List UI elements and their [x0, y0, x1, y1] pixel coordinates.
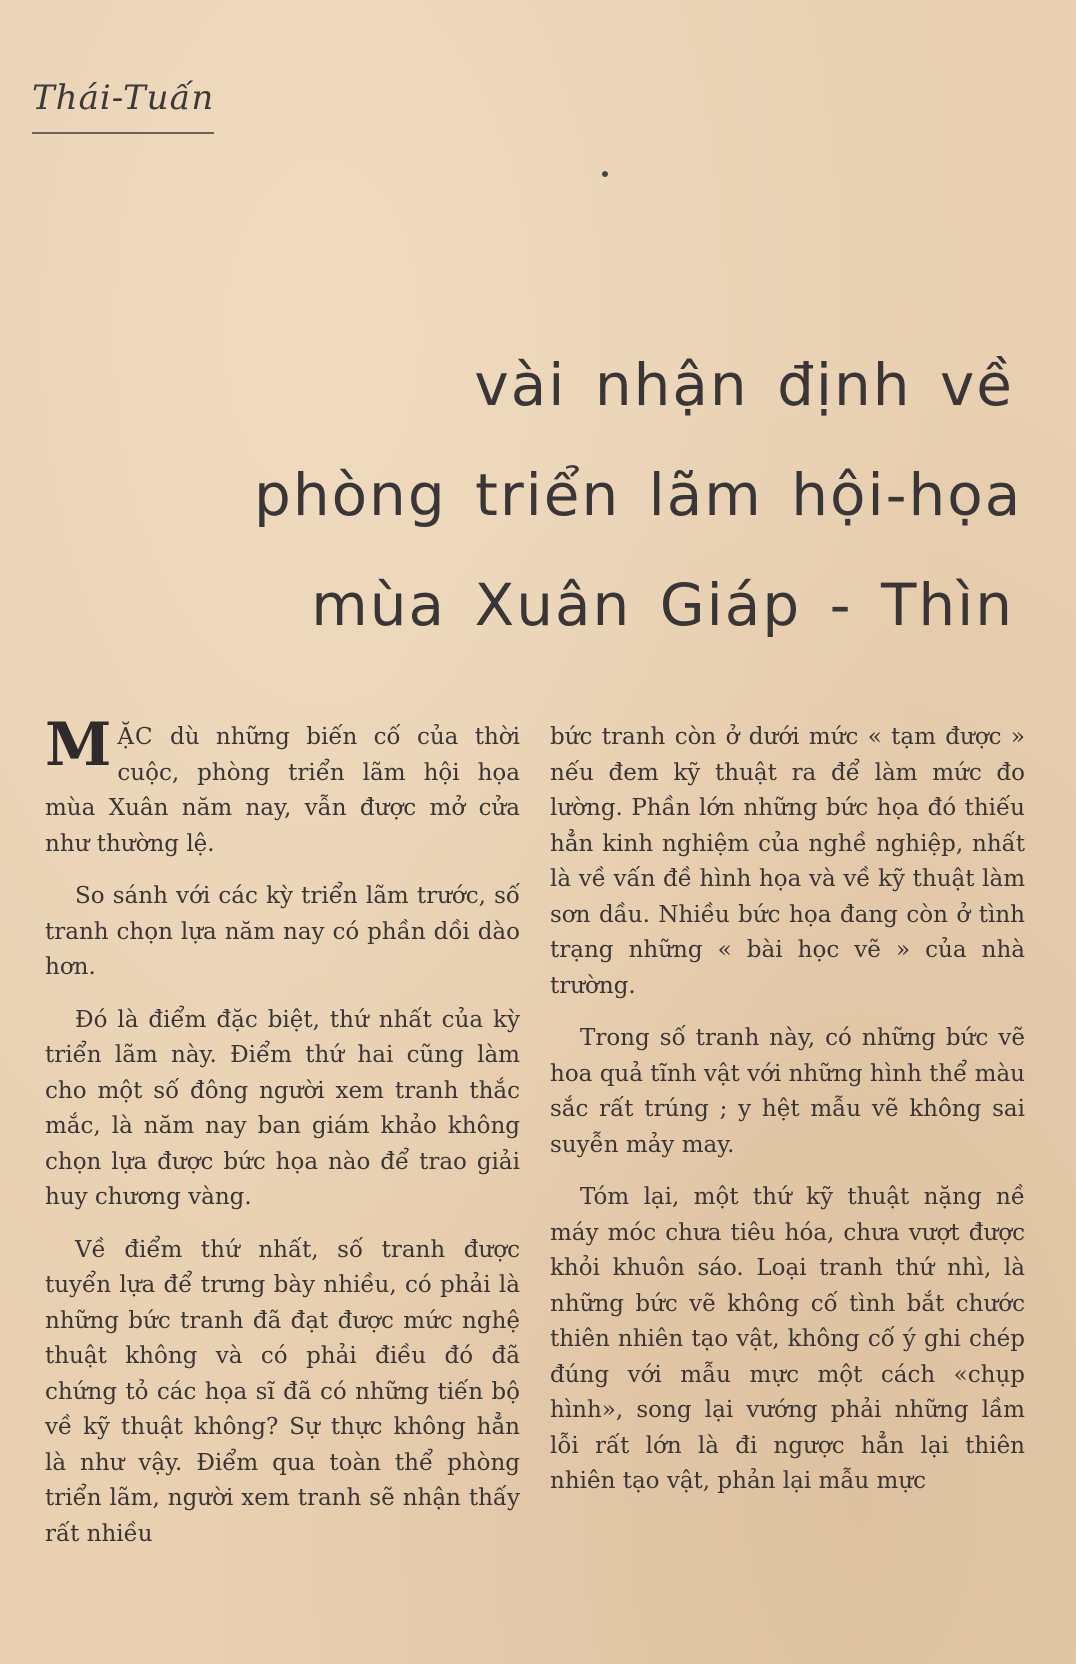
- article-column-left: [45, 710, 520, 1569]
- title-line-1: vài nhận định về: [474, 351, 1014, 419]
- article-title: [254, 330, 1023, 660]
- article-column-right: [550, 720, 1025, 1517]
- author-underline: [32, 132, 214, 134]
- lead-in: ẶC: [117, 724, 154, 750]
- title-line-2: phòng triển lãm hội-họa: [254, 461, 1023, 529]
- paragraph: Về điểm thứ nhất, số tranh được tuyển lựa để trưng bày nhiều, có phải là những bức tranh đã đạt được mức nghệ thuật không và có phải điều đó đã chứng tỏ các họa sĩ đã có những tiến bộ về kỹ thuật không? Sự thực không hẳn là như vậy. Điểm qua toàn thể phòng triển lãm, người xem tranh sẽ nhận thấy rất nhiều: [45, 1236, 520, 1547]
- paragraph: So sánh với các kỳ triển lãm trước, số tranh chọn lựa năm nay có phần dồi dào hơn.: [45, 883, 520, 980]
- title-line-3: mùa Xuân Giáp - Thìn: [311, 571, 1014, 639]
- ornament-dot: [602, 171, 608, 177]
- paragraph: Tóm lại, một thứ kỹ thuật nặng nề máy móc chưa tiêu hóa, chưa vượt được khỏi khuôn sáo. Loại tranh thứ nhì, là những bức vẽ không cố tình bắt chước thiên nhiên tạo vật, không cố ý ghi chép đúng với mẫu mực một cách «chụp hình», song lại vướng phải những lầm lỗi rất lớn là đi ngược hẳn lại thiên nhiên tạo vật, phản lại mẫu mực: [550, 1184, 1025, 1494]
- paragraph: Đó là điểm đặc biệt, thứ nhất của kỳ triển lãm này. Điểm thứ hai cũng làm cho một số đông người xem tranh thắc mắc, là năm nay ban giám khảo không chọn lựa được bức họa nào để trao giải huy chương vàng.: [45, 1006, 520, 1210]
- paragraph: Trong số tranh này, có những bức vẽ hoa quả tĩnh vật với những hình thể màu sắc rất trúng ; y hệt mẫu vẽ không sai suyễn mảy may.: [550, 1025, 1025, 1158]
- paragraph: [45, 710, 520, 862]
- author-signature: Thái-Tuấn: [32, 78, 215, 118]
- paragraph: bức tranh còn ở dưới mức « tạm được » nếu đem kỹ thuật ra để làm mức đo lường. Phần lớn những bức họa đó thiếu hẳn kinh nghiệm của nghề nghiệp, nhất là về vấn đề hình họa và về kỹ thuật làm sơn dầu. Nhiều bức họa đang còn ở tình trạng những « bài học vẽ » của nhà trường.: [550, 724, 1025, 999]
- paragraph-text: dù những biến cố của thời cuộc, phòng triển lãm hội họa mùa Xuân năm nay, vẫn được mở cửa như thường lệ.: [45, 724, 520, 857]
- drop-cap: M: [45, 710, 112, 780]
